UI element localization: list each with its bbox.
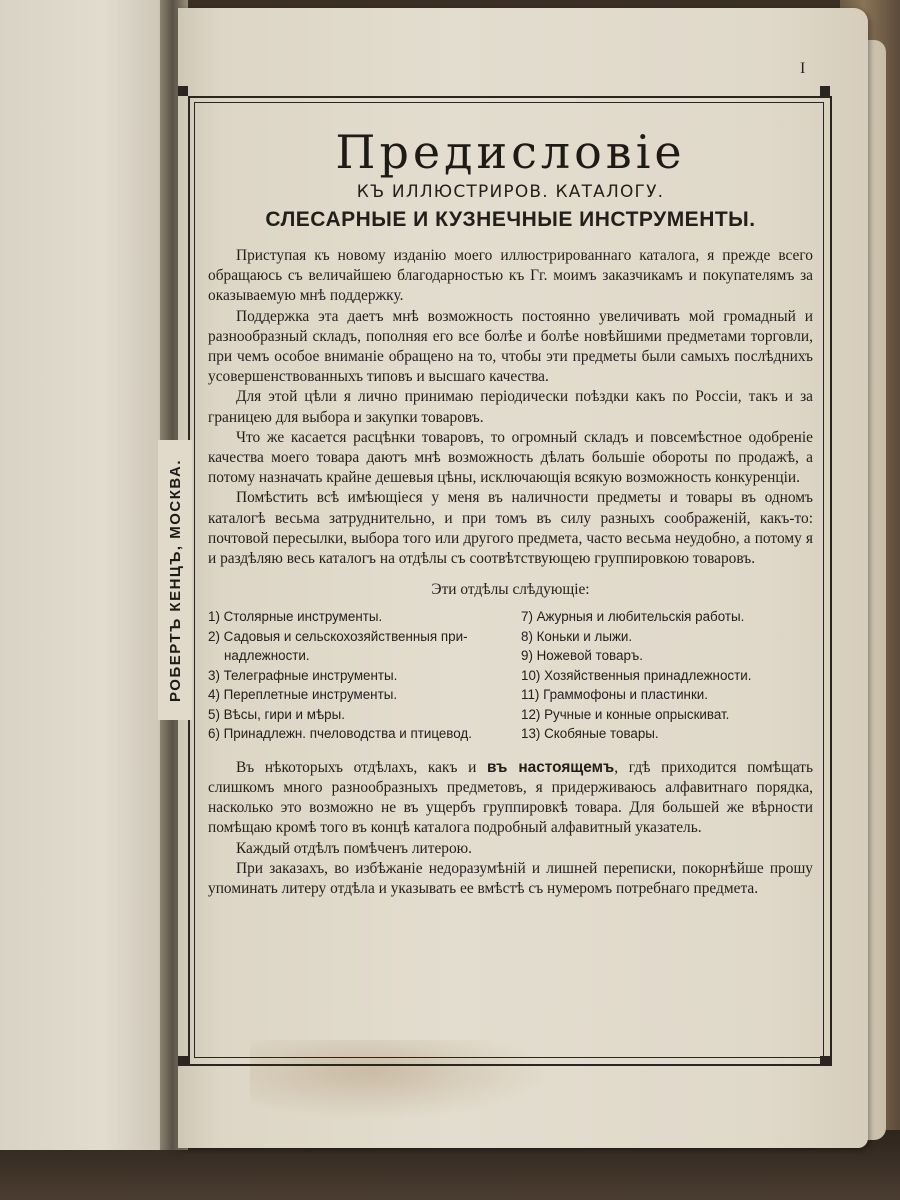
frame-corner-ornament	[820, 1056, 830, 1066]
section-item: надлежности.	[224, 648, 310, 664]
page-subtitle: КЪ ИЛЛЮСТРИРОВ. КАТАЛОГУ.	[356, 182, 665, 202]
frame-corner-ornament	[178, 1056, 188, 1066]
paragraph: Поддержка эта даетъ мнѣ возможность постоянно увеличивать мой громадный и разнообразный складъ, пополняя его все болѣе и болѣе новѣйшими предметами торговли, при чемъ особое вниманіе обращено на то, чтобы эти предметы были самыхъ послѣднихъ усовершенствованныхъ типовъ и высшаго качества.	[208, 307, 813, 386]
paragraph: Помѣстить всѣ имѣющіеся у меня въ наличности предметы и товары въ одномъ каталогѣ весьма затруднительно, и при томъ въ силу разныхъ соображеній, какъ-то: почтовой пересылки, выбора того или другого предмета, часто весьма неудобно, а потому я и раздѣляю весь каталогъ на отдѣлы съ соотвѣтствующею группировкою товаровъ.	[208, 489, 813, 568]
section-item: 8) Коньки и лыжи.	[521, 628, 633, 644]
sections-column-left	[208, 607, 513, 744]
closing-paragraph: Каждый отдѣлъ помѣченъ литерою.	[236, 839, 473, 857]
page-title: Предисловіе	[335, 125, 686, 179]
side-label-box	[158, 440, 192, 720]
section-item: 4) Переплетные инструменты.	[208, 687, 398, 703]
section-item: 5) Вѣсы, гири и мѣры.	[208, 706, 345, 722]
section-item: 10) Хозяйственныя принадлежности.	[521, 667, 752, 683]
frame-corner-ornament	[820, 86, 830, 96]
section-item: 11) Граммофоны и пластинки.	[521, 687, 709, 703]
closing-paragraph	[208, 758, 813, 839]
closing-text: , гдѣ приходится помѣщать слишкомъ много разнообразныхъ предметовъ, я придерживаюсь алфавитнаго порядка, насколько это возможно не въ ущербъ группировкѣ товара. Для большей же вѣрности помѣщаю кромѣ того въ концѣ каталога подробный алфавитный указатель.	[208, 758, 813, 837]
closing-paragraph: При заказахъ, во избѣжаніе недоразумѣній и лишней переписки, покорнѣйше прошу упоминать литеру отдѣла и указывать ее вмѣстѣ съ нумеромъ потребнаго предмета.	[208, 859, 813, 897]
paragraph: Приступая къ новому изданію моего иллюстрированнаго каталога, я прежде всего обращаюсь съ величайшею благодарностью къ Гг. моимъ заказчикамъ и покупателямъ за оказываемую мнѣ поддержку.	[208, 247, 813, 305]
paragraph: Для этой цѣли я лично принимаю періодически поѣздки какъ по Россіи, такъ и за границею для выбора и закупки товаровъ.	[208, 388, 813, 426]
publisher-label: РОБЕРТЪ КЕНЦЪ, МОСКВА.	[166, 458, 184, 702]
page-number: I	[800, 60, 806, 77]
closing-text: Въ нѣкоторыхъ отдѣлахъ, какъ и	[236, 758, 487, 776]
sections-column-right	[513, 607, 813, 744]
section-item: 3) Телеграфные инструменты.	[208, 667, 398, 683]
section-item: 1) Столярные инструменты.	[208, 609, 383, 625]
catalog-heading: СЛЕСАРНЫЕ И КУЗНЕЧНЫЕ ИНСТРУМЕНТЫ.	[265, 208, 756, 231]
sections-list	[208, 607, 813, 744]
paragraph: Что же касается расцѣнки товаровъ, то огромный складъ и повсемѣстное одобреніе качества моего товара даютъ мнѣ возможность дѣлать большіе обороты по продажѣ, а потому назначать крайне дешевыя цѣны, исключающія всякую возможность конкуренціи.	[208, 428, 813, 487]
section-item: 6) Принадлежн. пчеловодства и птицевод.	[208, 726, 472, 742]
section-item: 7) Ажурныя и любительскія работы.	[521, 609, 745, 625]
left-page	[0, 0, 172, 1150]
section-item: 9) Ножевой товаръ.	[521, 648, 643, 664]
section-item: 12) Ручные и конные опрыскиват.	[521, 706, 730, 722]
section-item: 2) Садовыя и сельскохозяйственныя при-	[208, 628, 468, 644]
page-content	[208, 118, 813, 899]
sections-intro: Эти отдѣлы слѣдующіе:	[431, 581, 590, 599]
closing-emphasis: въ настоящемъ	[487, 758, 615, 776]
section-item: 13) Скобяные товары.	[521, 726, 659, 742]
frame-corner-ornament	[178, 86, 188, 96]
